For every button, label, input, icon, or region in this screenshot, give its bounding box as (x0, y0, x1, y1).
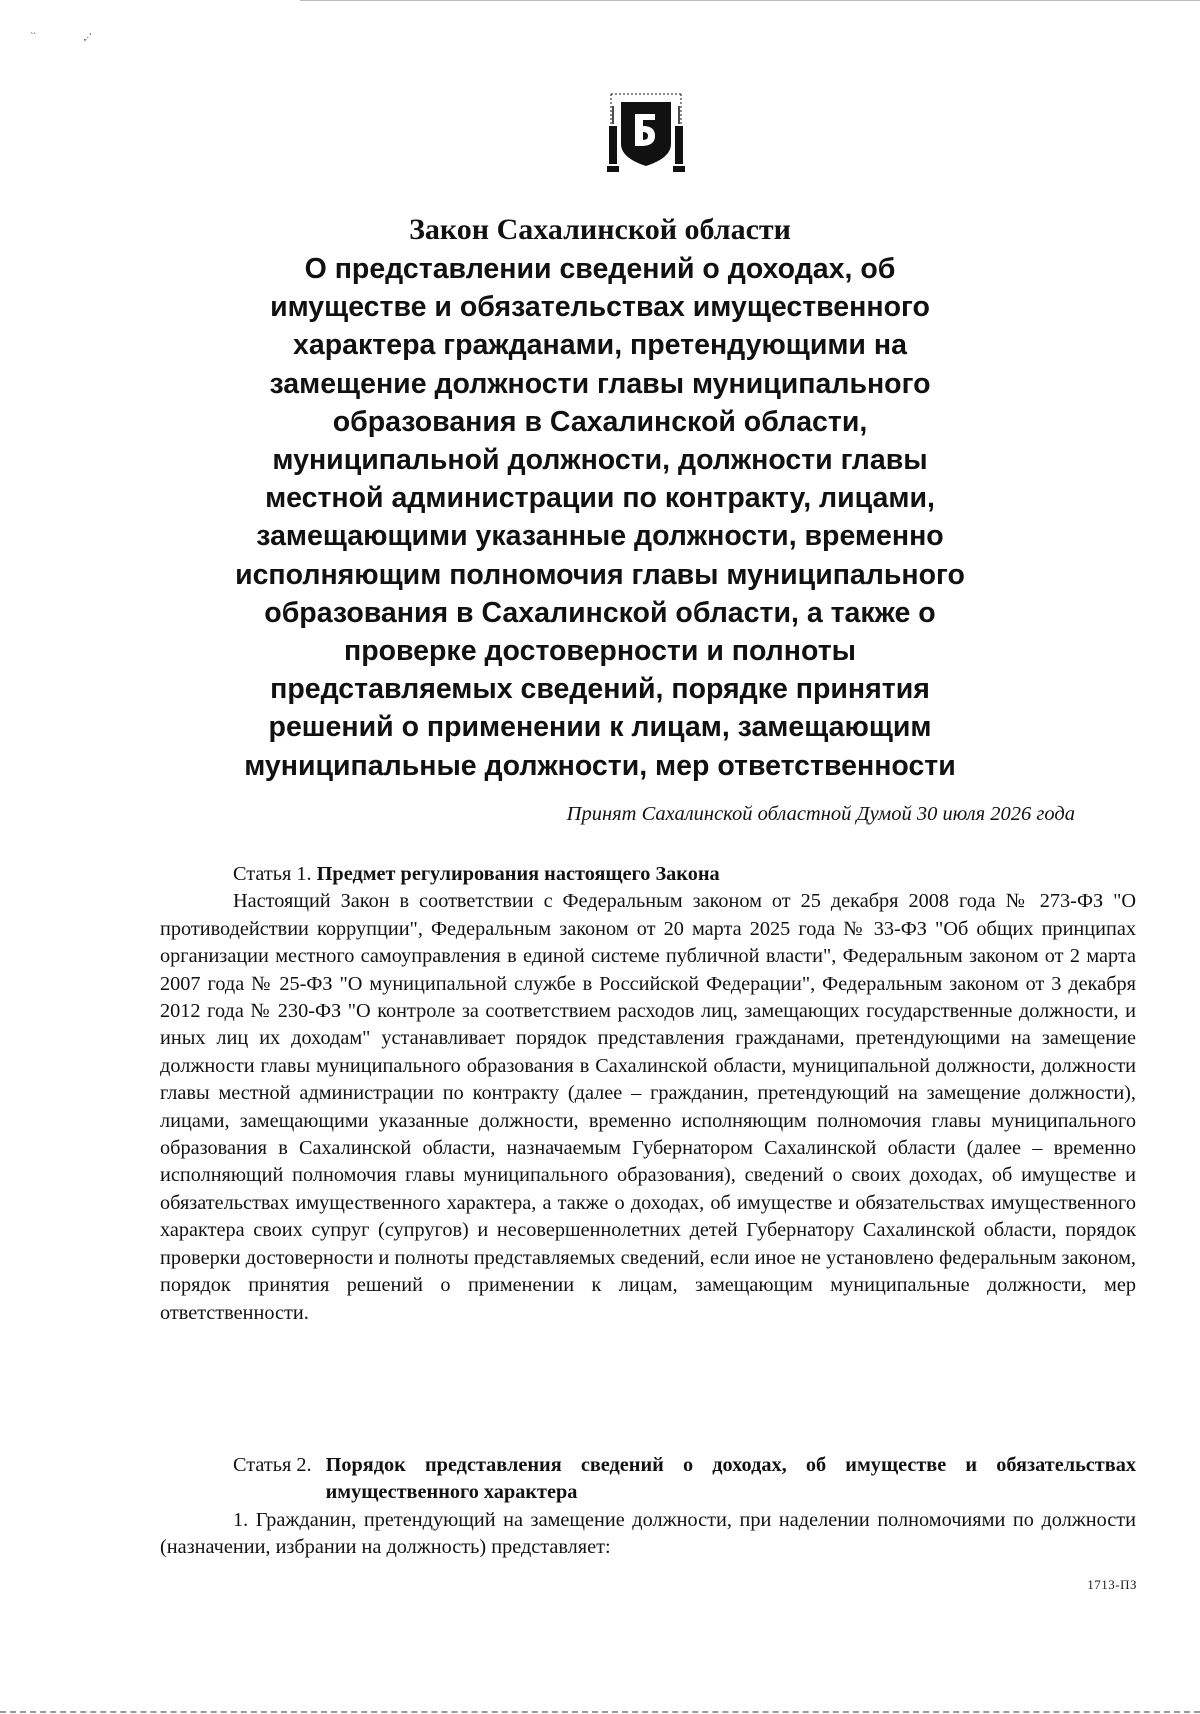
article-1-heading (160, 861, 1136, 888)
subtitle-line: замещающими указанные должности, временно (256, 520, 944, 553)
scan-border-bottom (0, 1711, 1200, 1713)
law-title: Закон Сахалинской области (409, 213, 791, 246)
subtitle-line: муниципальной должности, должности главы (272, 444, 928, 477)
subtitle-line: исполняющим полномочия главы муниципального (235, 558, 965, 591)
subtitle-line: образования в Сахалинской области, (332, 405, 868, 438)
subtitle-line: муниципальные должности, мер ответственности (244, 749, 956, 782)
article-2-body: 1. Гражданин, претендующий на замещение должности, при наделении полномочиями по должности (назначении, избрании на должность) представляет: (160, 1508, 1136, 1559)
subtitle-line: представляемых сведений, порядке принятия (270, 673, 930, 706)
scan-border-top (300, 0, 1200, 1)
law-subtitle (150, 250, 1050, 785)
subtitle-line: О представлении сведений о доходах, об (304, 253, 896, 285)
adoption-note: Принят Сахалинской областной Думой 30 июля 2026 года (566, 803, 1075, 825)
article-2-number: Статья 2. (233, 1454, 312, 1476)
subtitle-line: образования в Сахалинской области, а также о (264, 596, 936, 629)
scan-mark: „·’ (83, 32, 92, 43)
article-1-number: Статья 1. (233, 863, 312, 885)
subtitle-line: местной администрации по контракту, лицами, (265, 482, 935, 515)
article-2-title: Порядок представления сведений о доходах, об имуществе и обязательствах имущественного характера (325, 1454, 1136, 1504)
subtitle-line: имуществе и обязательствах имущественного (270, 291, 930, 324)
article-1-body: Настоящий Закон в соответствии с Федеральным законом от 25 декабря 2008 года № 273-ФЗ "О противодействии коррупции", Федеральным законом от 20 марта 2025 года № 33-ФЗ "Об общих принципах организации местного самоуправления в единой системе публичной власти", Федеральным законом от 2 марта 2007 года № 25-ФЗ "О муниципальной службе в Российской Федерации", Федеральным законом от 3 декабря 2012 года № 230-ФЗ "О контроле за соответствием расходов лиц, замещающих государственные должности, и иных лиц их доходам" устанавливает порядок представления гражданами, претендующими на замещение должности главы муниципального образования в Сахалинской области, муниципальной должности, должности главы местной администрации по контракту (далее – гражданин, претендующий на замещение должности), лицами, замещающими указанные должности, временно исполняющим полномочия главы муниципального образования в Сахалинской области, назначаемым Губернатором Сахалинской области (далее – временно исполняющий полномочия главы муниципального образования), сведений о своих доходах, об имуществе и обязательствах имущественного характера, а также о доходах, об имуществе и обязательствах имущественного характера своих супруг (супругов) и несовершеннолетних детей Губернатору Сахалинской области, порядок проверки достоверности и полноты представляемых сведений, если иное не установлено федеральным законом, порядок принятия решений о применении к лицам, замещающим муниципальные должности, мер ответственности. (160, 890, 1136, 1324)
article-2 (160, 1452, 1136, 1562)
subtitle-line: проверке достоверности и полноты (344, 635, 856, 668)
document-code: 1713-ПЗ (1087, 1577, 1137, 1592)
article-2-heading (160, 1452, 1136, 1507)
subtitle-line: характера гражданами, претендующими на (293, 329, 907, 362)
scan-mark: `` (30, 32, 37, 43)
title-block (150, 212, 1050, 785)
article-1-title: Предмет регулирования настоящего Закона (316, 863, 720, 885)
subtitle-line: решений о применении к лицам, замещающим (268, 711, 932, 744)
subtitle-line: замещение должности главы муниципального (269, 367, 931, 400)
article-1 (160, 861, 1136, 1327)
sakhalin-coat-of-arms-icon (605, 92, 687, 174)
